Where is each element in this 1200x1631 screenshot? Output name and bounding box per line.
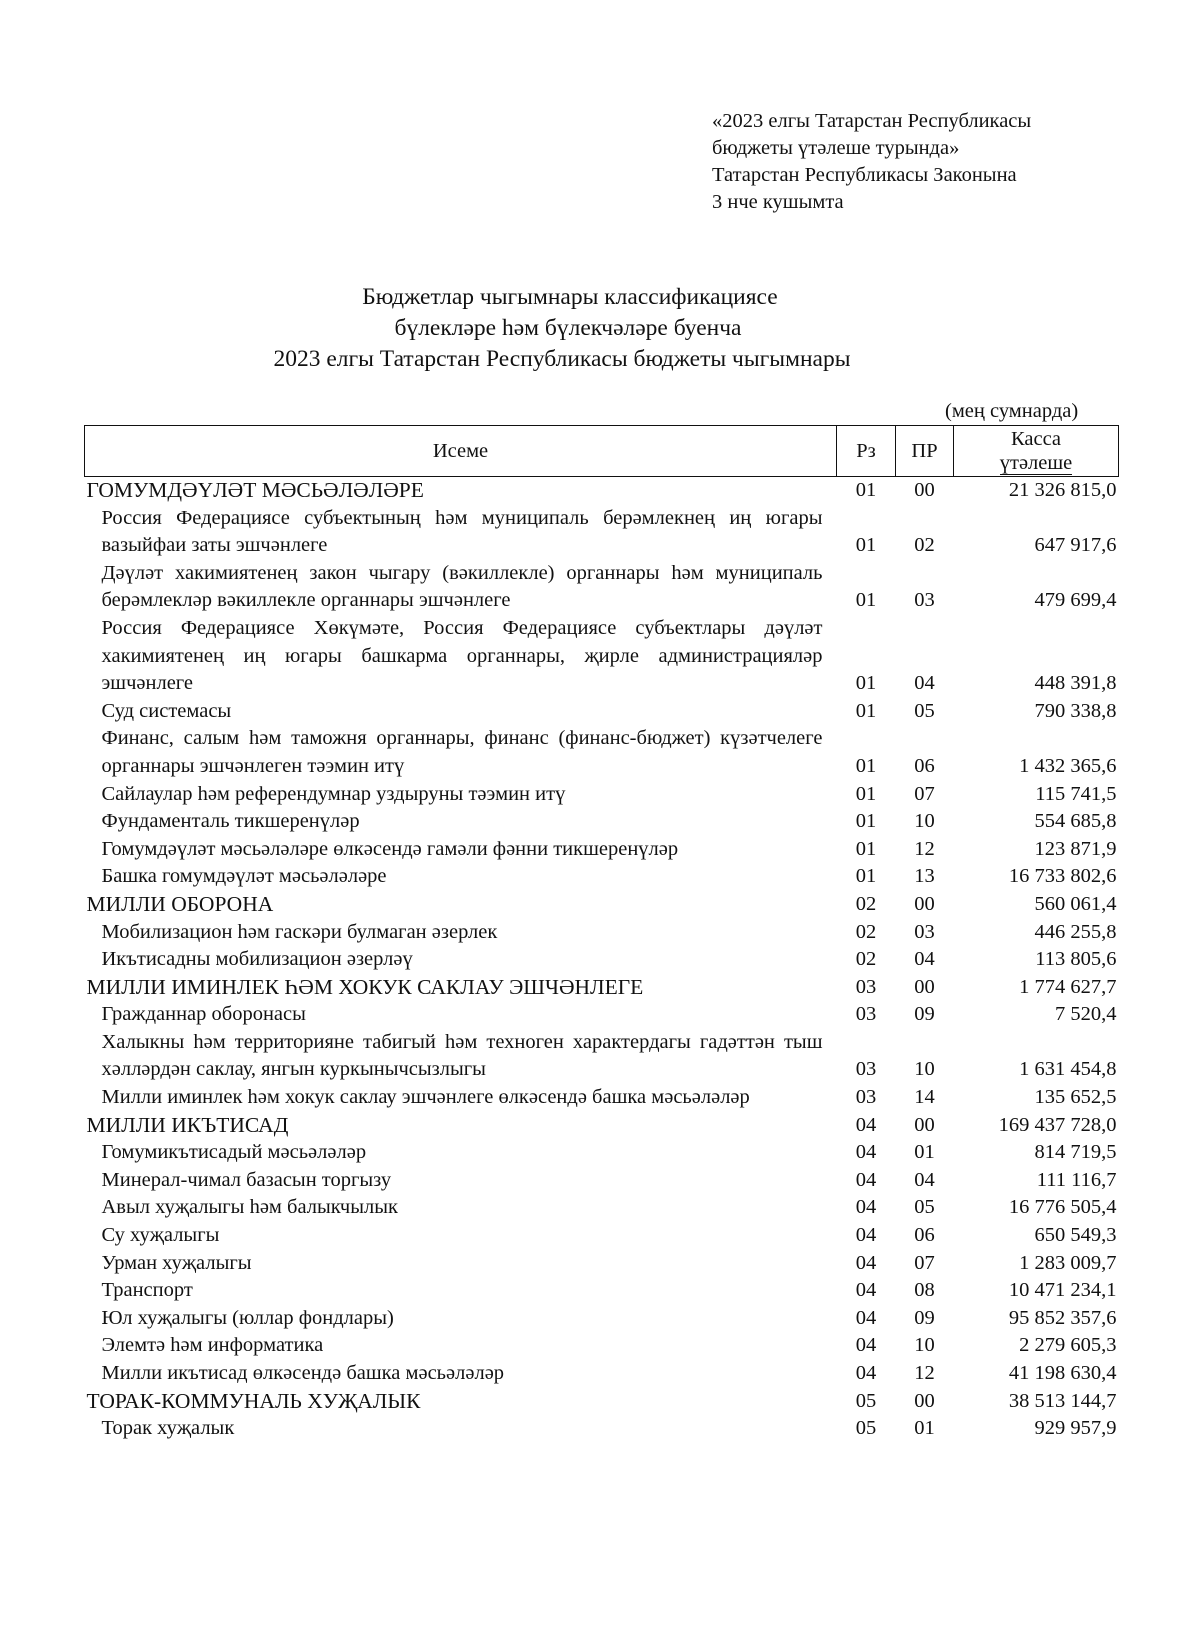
row-name: Башка гомумдәүләт мәсьәләләре	[101, 865, 387, 888]
table-row	[85, 1250, 1119, 1278]
row-pr: 00	[914, 1389, 935, 1412]
row-amount: 1 631 454,8	[1019, 1058, 1117, 1081]
row-amount: 446 255,8	[1034, 920, 1117, 943]
row-pr: 10	[914, 1334, 935, 1357]
section-row	[85, 477, 1119, 505]
document-title	[0, 282, 1200, 375]
row-rz: 04	[855, 1362, 877, 1384]
row-name: МИЛЛИ ОБОРОНА	[86, 891, 274, 916]
row-rz: 04	[855, 1251, 877, 1274]
row-amount: 41 198 630,4	[1008, 1362, 1117, 1384]
row-amount: 814 719,5	[1034, 1141, 1117, 1164]
row-pr: 13	[914, 865, 935, 888]
table-row	[85, 1029, 1119, 1084]
row-rz: 01	[855, 782, 877, 805]
table-row	[85, 1194, 1119, 1222]
row-rz: 02	[855, 892, 877, 915]
table-row	[85, 781, 1119, 809]
row-pr: 03	[914, 920, 935, 943]
row-name: Милли иминлек һәм хокук саклау эшчәнлеге өлкәсендә башка мәсьәләләр	[101, 1086, 750, 1109]
row-name: Юл хуҗалыгы (юллар фондлары)	[101, 1306, 394, 1329]
row-name: Суд системасы	[101, 699, 232, 722]
row-rz: 01	[855, 699, 877, 722]
table-row	[85, 1167, 1119, 1195]
row-amount: 21 326 815,0	[1008, 479, 1117, 501]
row-rz: 03	[855, 1058, 877, 1081]
row-rz: 04	[855, 1196, 877, 1219]
header-amount-line2: үтәлеше	[999, 452, 1073, 474]
row-amount: 448 391,8	[1034, 672, 1117, 695]
table-row	[85, 560, 1119, 615]
row-pr: 12	[914, 1362, 935, 1384]
table-row	[85, 1277, 1119, 1305]
table-row	[85, 863, 1119, 891]
table-row	[85, 946, 1119, 974]
row-pr: 04	[914, 948, 935, 971]
row-rz: 04	[855, 1224, 877, 1247]
section-row	[85, 1112, 1119, 1140]
row-name: Гомумикътисадый мәсьәләләр	[101, 1141, 367, 1164]
header-pr: ПР	[896, 426, 954, 477]
row-rz: 01	[855, 672, 877, 695]
row-pr: 07	[914, 1251, 935, 1274]
row-amount: 650 549,3	[1034, 1224, 1117, 1247]
table-row	[85, 1084, 1119, 1112]
table-row	[85, 1139, 1119, 1167]
table-row	[85, 698, 1119, 726]
row-rz: 02	[855, 920, 877, 943]
table-row	[85, 1305, 1119, 1333]
row-name: ГОМУМДӘҮЛӘТ МӘСЬӘЛӘЛӘРЕ	[86, 478, 424, 502]
row-amount: 16 776 505,4	[1008, 1196, 1117, 1219]
row-name: Авыл хуҗалыгы һәм балыкчылык	[101, 1196, 398, 1219]
row-name: Халыкны һәм территорияне табигый һәм техноген характердагы гадәттән тыш хәлләрдән саклау, янгын куркынычсызлыгы	[101, 1030, 823, 1081]
annex-line: «2023 елгы Татарстан Республикасы	[712, 110, 1032, 132]
row-amount: 95 852 357,6	[1008, 1306, 1117, 1329]
title-line: бүлекләре һәм бүлекчәләре буенча	[394, 315, 742, 341]
header-rz: Рз	[837, 426, 896, 477]
row-pr: 09	[914, 1003, 935, 1026]
row-name: Финанс, салым һәм таможня органнары, финанс (финанс-бюджет) күзәтчелеге органнары эшчәнлеген тәэмин итү	[101, 727, 823, 777]
annex-line: 3 нче кушымта	[712, 191, 844, 213]
row-pr: 02	[914, 534, 935, 557]
row-pr: 09	[914, 1306, 935, 1329]
row-rz: 04	[855, 1306, 877, 1329]
table-row	[85, 505, 1119, 560]
table-row	[85, 1360, 1119, 1388]
annex-line: Татарстан Республикасы Законына	[712, 164, 1017, 186]
row-rz: 04	[855, 1334, 877, 1357]
row-pr: 04	[914, 1168, 935, 1191]
row-name: Икътисадны мобилизацион әзерләү	[101, 948, 413, 971]
row-rz: 01	[855, 534, 877, 557]
row-pr: 14	[914, 1086, 935, 1109]
row-pr: 00	[914, 975, 935, 998]
row-name: Мобилизацион һәм гаскәри булмаган әзерлек	[101, 920, 498, 943]
row-amount: 647 917,6	[1034, 534, 1117, 557]
row-amount: 16 733 802,6	[1008, 865, 1117, 888]
row-rz: 01	[855, 837, 877, 860]
row-pr: 03	[914, 589, 935, 612]
row-pr: 04	[914, 672, 935, 695]
row-amount: 929 957,9	[1034, 1417, 1117, 1440]
row-name: Гражданнар оборонасы	[101, 1003, 306, 1026]
row-pr: 07	[914, 782, 935, 805]
row-amount: 111 116,7	[1036, 1168, 1117, 1191]
header-amount-line1: Касса	[1010, 428, 1062, 450]
section-row	[85, 891, 1119, 919]
header-amount	[954, 426, 1119, 477]
row-rz: 02	[855, 948, 877, 971]
table-row	[85, 919, 1119, 947]
row-amount: 554 685,8	[1034, 810, 1117, 833]
row-pr: 00	[914, 892, 935, 915]
row-name: Фундаменталь тикшеренүләр	[101, 810, 360, 833]
row-rz: 04	[855, 1279, 877, 1302]
table-row	[85, 808, 1119, 836]
row-pr: 01	[914, 1141, 935, 1164]
row-name: ТОРАК-КОММУНАЛЬ ХУҖАЛЫК	[86, 1388, 421, 1413]
row-name: Сайлаулар һәм референдумнар уздыруны тәэмин итү	[101, 782, 566, 805]
row-amount: 38 513 144,7	[1008, 1389, 1117, 1412]
row-rz: 01	[855, 754, 877, 777]
row-amount: 135 652,5	[1034, 1086, 1117, 1109]
row-name: Элемтә һәм информатика	[101, 1334, 324, 1357]
table-body	[85, 477, 1119, 1443]
units-note: (мең сумнарда)	[945, 400, 1079, 422]
table-row	[85, 1415, 1119, 1443]
row-name: Су хуҗалыгы	[101, 1224, 220, 1247]
row-rz: 01	[855, 589, 877, 612]
row-name: МИЛЛИ ИМИНЛЕК ҺӘМ ХОКУК САКЛАУ ЭШЧӘНЛЕГЕ	[86, 974, 644, 999]
row-amount: 479 699,4	[1034, 589, 1117, 612]
row-amount: 1 774 627,7	[1019, 975, 1117, 998]
row-name: Дәүләт хакимиятенең закон чыгару (вәкиллекле) органнары һәм муниципаль берәмлекләр вәкиллекле органнары эшчәнлеге	[101, 561, 823, 612]
annex-note	[712, 108, 1031, 216]
row-amount: 123 871,9	[1034, 837, 1117, 860]
table-row	[85, 1222, 1119, 1250]
row-amount: 7 520,4	[1055, 1003, 1117, 1026]
row-rz: 01	[855, 479, 877, 501]
table-row	[85, 836, 1119, 864]
row-name: Россия Федерациясе субъектының һәм муниципаль берәмлекнең иң югары вазыйфаи заты эшчәнлеге	[101, 506, 823, 557]
row-rz: 01	[855, 810, 877, 833]
row-amount: 2 279 605,3	[1019, 1334, 1117, 1357]
row-rz: 04	[855, 1113, 877, 1136]
row-pr: 00	[914, 479, 935, 501]
row-amount: 10 471 234,1	[1008, 1279, 1117, 1302]
row-amount: 115 741,5	[1035, 782, 1117, 805]
row-rz: 05	[855, 1389, 877, 1412]
row-amount: 1 283 009,7	[1019, 1251, 1117, 1274]
row-rz: 04	[855, 1168, 877, 1191]
section-row	[85, 1388, 1119, 1416]
table-row	[85, 1001, 1119, 1029]
row-name: Россия Федерациясе Хөкүмәте, Россия Федерациясе субъектлары дәүләт хакимиятенең иң югары башкарма органнары, җирле администрацияләр эшчәнлеге	[101, 616, 823, 695]
row-amount: 560 061,4	[1034, 892, 1117, 915]
row-amount: 169 437 728,0	[998, 1113, 1117, 1136]
row-name: Гомумдәүләт мәсьәләләре өлкәсендә гамәли фәнни тикшеренүләр	[101, 837, 679, 860]
budget-table	[84, 425, 1119, 1443]
row-pr: 10	[914, 1058, 935, 1081]
row-rz: 03	[855, 1086, 877, 1109]
row-name: Минерал-чимал базасын торгызу	[101, 1168, 392, 1191]
row-name: МИЛЛИ ИКЪТИСАД	[86, 1112, 289, 1137]
row-amount: 113 805,6	[1035, 948, 1117, 971]
row-name: Транспорт	[101, 1279, 193, 1302]
row-pr: 08	[914, 1279, 935, 1302]
row-rz: 04	[855, 1141, 877, 1164]
row-pr: 01	[914, 1417, 935, 1440]
row-rz: 03	[855, 1003, 877, 1026]
row-amount: 1 432 365,6	[1019, 754, 1117, 777]
section-row	[85, 974, 1119, 1002]
row-pr: 05	[914, 699, 935, 722]
table-row	[85, 725, 1119, 780]
row-pr: 10	[914, 810, 935, 833]
row-amount: 790 338,8	[1034, 699, 1117, 722]
row-rz: 03	[855, 975, 877, 998]
table-header-row	[85, 426, 1119, 477]
row-name: Урман хуҗалыгы	[101, 1251, 252, 1274]
row-name: Торак хуҗалык	[101, 1417, 235, 1440]
row-rz: 05	[855, 1417, 877, 1440]
row-pr: 00	[914, 1113, 935, 1136]
annex-line: бюджеты үтәлеше турында»	[712, 137, 960, 159]
row-pr: 05	[914, 1196, 935, 1219]
title-line: Бюджетлар чыгымнары классификациясе	[362, 284, 778, 310]
row-pr: 06	[914, 1224, 935, 1247]
row-rz: 01	[855, 865, 877, 888]
row-pr: 12	[914, 837, 935, 860]
row-name: Милли икътисад өлкәсендә башка мәсьәләләр	[101, 1362, 505, 1384]
title-line: 2023 елгы Татарстан Республикасы бюджеты чыгымнары	[273, 346, 851, 372]
table-row	[85, 1332, 1119, 1360]
row-pr: 06	[914, 754, 935, 777]
table-row	[85, 615, 1119, 698]
header-name: Исеме	[85, 426, 837, 477]
